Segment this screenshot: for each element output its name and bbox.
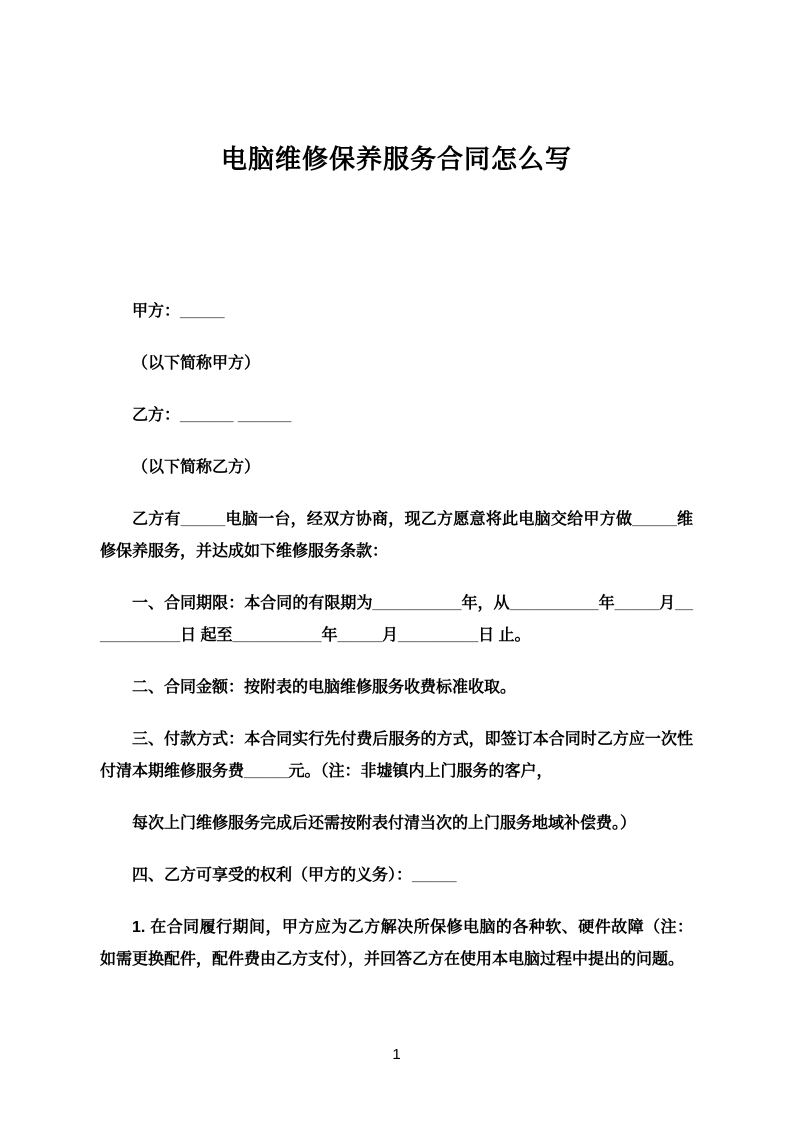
paragraph-party-b-alias: （以下简称乙方）: [132, 459, 261, 476]
paragraph-clause-4-rights: 四、乙方可享受的权利（甲方的义务）：_____: [132, 867, 457, 884]
paragraph-party-b: 乙方：______ ______: [132, 407, 292, 424]
paragraph-preamble: 乙方有_____电脑一台，经双方协商，现乙方愿意将此电脑交给甲方做_____维修保养服务，并达成如下维修服务条款：: [100, 511, 693, 560]
paragraph-clause-3-note: 每次上门维修服务完成后还需按附表付清当次的上门服务地域补偿费。）: [132, 815, 637, 832]
paragraph-clause-4-item-1: 1. 在合同履行期间，甲方应为乙方解决所保修电脑的各种软、硬件故障（注：如需更换配件，配件费由乙方支付），并回答乙方在使用本电脑过程中提出的问题。: [100, 919, 693, 968]
page-number: 1: [392, 1046, 401, 1063]
paragraph-clause-2-amount: 二、合同金额：按附表的电脑维修服务收费标准收取。: [132, 679, 517, 696]
paragraph-clause-1-term: 一、合同期限：本合同的有限期为__________年，从__________年_____月___________日 起至__________年_____月_________日 止。: [100, 595, 693, 644]
paragraph-clause-3-payment: 三、付款方式：本合同实行先付费后服务的方式，即签订本合同时乙方应一次性付清本期维修服务费_____元。（注：非墟镇内上门服务的客户，: [100, 731, 693, 780]
paragraph-party-a: 甲方：_____: [132, 303, 225, 320]
document-body: [100, 296, 693, 976]
document-title: 电脑维修保养服务合同怎么写: [220, 144, 572, 174]
paragraph-party-a-alias: （以下简称甲方）: [132, 355, 261, 372]
